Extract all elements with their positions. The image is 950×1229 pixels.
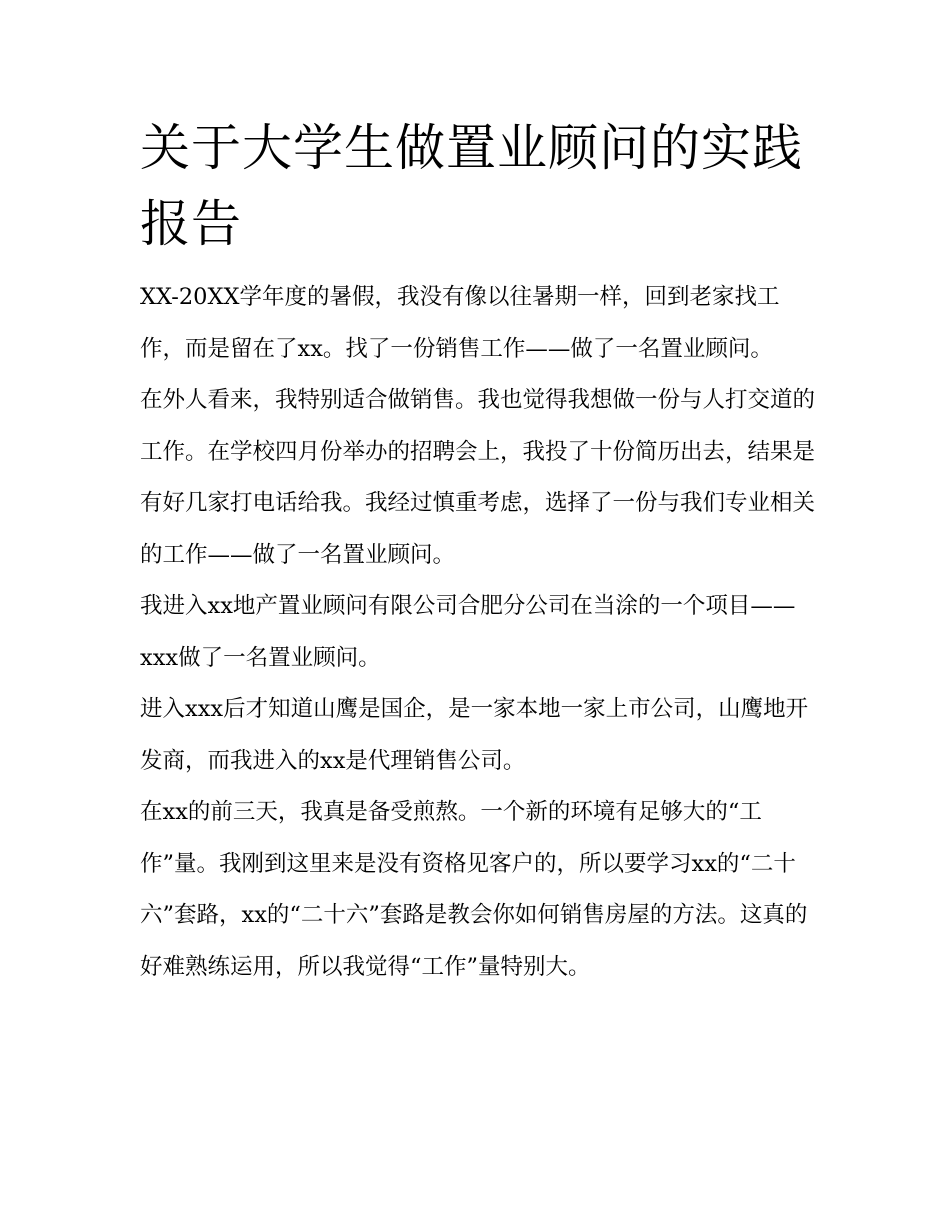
paragraph-4: 进入xxx后才知道山鹰是国企，是一家本地一家上市公司，山鹰地开发商，而我进入的xx是代理销售公司。 — [140, 696, 809, 774]
paragraph-3: 我进入xx地产置业顾问有限公司合肥分公司在当涂的一个项目——xxx做了一名置业顾问。 — [140, 593, 796, 671]
document-page — [140, 110, 815, 993]
document-title: 关于大学生做置业顾问的实践报告 — [140, 119, 803, 253]
paragraph-1: XX-20XX学年度的暑假，我没有像以往暑期一样，回到老家找工作，而是留在了xx。找了一份销售工作——做了一名置业顾问。 — [140, 284, 780, 362]
paragraph-2: 在外人看来，我特别适合做销售。我也觉得我想做一份与人打交道的工作。在学校四月份举办的招聘会上，我投了十份简历出去，结果是有好几家打电话给我。我经过慎重考虑，选择了一份与我们专业相关的工作——做了一名置业顾问。 — [140, 387, 816, 568]
paragraph-5: 在xx的前三天，我真是备受煎熬。一个新的环境有足够大的“工作”量。我刚到这里来是没有资格见客户的，所以要学习xx的“二十六”套路，xx的“二十六”套路是教会你如何销售房屋的方法。这真的好难熟练运用，所以我觉得“工作”量特别大。 — [140, 799, 808, 980]
